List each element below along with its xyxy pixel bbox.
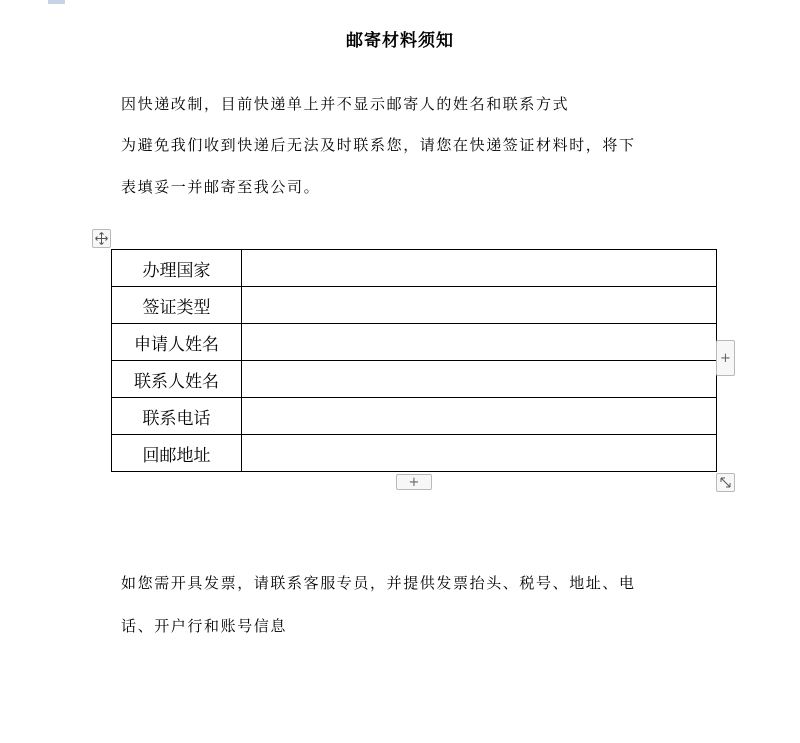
- table-row: [112, 287, 717, 324]
- table-value-cell[interactable]: [242, 361, 717, 398]
- table-label-cell: 回邮地址: [112, 435, 242, 472]
- table-value-cell[interactable]: [242, 250, 717, 287]
- add-row-button[interactable]: [396, 474, 432, 490]
- info-table: [111, 249, 717, 472]
- table-row: [112, 435, 717, 472]
- plus-icon: +: [408, 474, 420, 490]
- table-resize-handle[interactable]: [716, 473, 735, 492]
- resize-diagonal-icon: [719, 476, 732, 489]
- add-column-button[interactable]: [716, 340, 735, 376]
- table-label-cell: 办理国家: [112, 250, 242, 287]
- table-value-cell[interactable]: [242, 287, 717, 324]
- table-value-cell[interactable]: [242, 398, 717, 435]
- intro-line-3: 表填妥一并邮寄至我公司。: [121, 178, 321, 196]
- plus-icon: +: [720, 350, 731, 366]
- table-row: [112, 250, 717, 287]
- page-corner-marker: [48, 0, 65, 4]
- table-value-cell[interactable]: [242, 435, 717, 472]
- table-move-handle[interactable]: [92, 229, 111, 248]
- table-row: [112, 324, 717, 361]
- table-row: [112, 361, 717, 398]
- move-arrows-icon: [95, 232, 108, 245]
- table-label-cell: 签证类型: [112, 287, 242, 324]
- intro-line-1: 因快递改制，目前快递单上并不显示邮寄人的姓名和联系方式: [121, 95, 570, 113]
- intro-line-2: 为避免我们收到快递后无法及时联系您，请您在快递签证材料时，将下: [121, 136, 636, 154]
- table-label-cell: 申请人姓名: [112, 324, 242, 361]
- footer-line-1: 如您需开具发票，请联系客服专员，并提供发票抬头、税号、地址、电: [121, 574, 636, 592]
- table-label-cell: 联系电话: [112, 398, 242, 435]
- footer-line-2: 话、开户行和账号信息: [121, 617, 288, 635]
- document-title: 邮寄材料须知: [346, 31, 454, 51]
- table-row: [112, 398, 717, 435]
- table-label-cell: 联系人姓名: [112, 361, 242, 398]
- table-value-cell[interactable]: [242, 324, 717, 361]
